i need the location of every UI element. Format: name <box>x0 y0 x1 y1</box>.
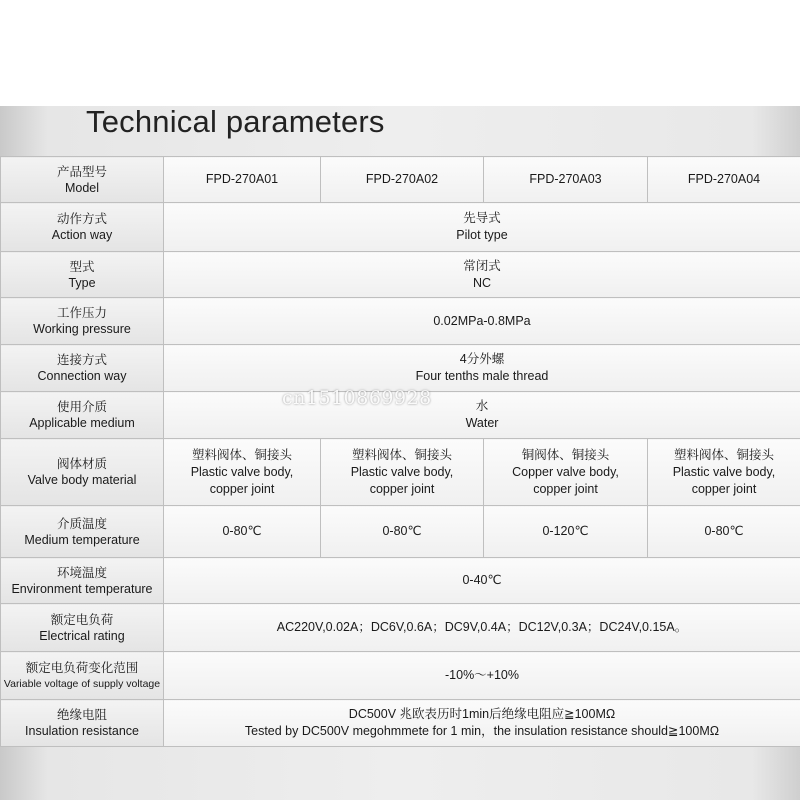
value-cell <box>321 439 484 506</box>
value-cell-merged <box>164 700 800 747</box>
spec-row <box>1 345 800 392</box>
row-label-en: Connection way <box>37 369 127 383</box>
cell-text: Water <box>465 416 499 430</box>
value-cell <box>321 506 484 558</box>
row-label-zh: 连接方式 <box>56 352 107 367</box>
value-cell <box>164 506 321 558</box>
spec-row <box>1 157 800 203</box>
cell-text: 4分外螺 <box>459 352 505 366</box>
value-cell-merged <box>164 252 800 298</box>
spec-row <box>1 604 800 652</box>
spec-row <box>1 203 800 252</box>
row-label-zh: 型式 <box>69 258 95 274</box>
cell-text: Pilot type <box>456 228 508 242</box>
cell-text: Four tenths male thread <box>415 369 549 383</box>
cell-text: 0-80℃ <box>222 524 262 538</box>
row-label-zh: 动作方式 <box>56 211 107 226</box>
row-label <box>1 604 164 652</box>
cell-text: 铜阀体、铜接头 <box>521 447 610 462</box>
value-cell <box>648 506 800 558</box>
cell-text: 0-80℃ <box>704 524 744 538</box>
value-cell <box>484 506 648 558</box>
row-label-en: Type <box>68 275 96 290</box>
cell-text: Tested by DC500V megohmmete for 1 min，the insulation resistance should≧100MΩ <box>244 724 720 738</box>
value-cell-merged <box>164 298 800 345</box>
cell-text: 塑料阀体、铜接头 <box>191 447 292 462</box>
value-cell <box>484 439 648 506</box>
row-label <box>1 506 164 558</box>
row-label-zh: 额定电负荷变化范围 <box>25 659 139 675</box>
row-label-zh: 额定电负荷 <box>50 611 114 627</box>
cell-text: copper joint <box>691 481 757 496</box>
cell-text: copper joint <box>369 481 435 496</box>
value-cell <box>321 157 484 203</box>
row-label-zh: 使用介质 <box>56 399 107 414</box>
row-label <box>1 558 164 604</box>
row-label <box>1 157 164 203</box>
row-label <box>1 298 164 345</box>
cell-text: 塑料阀体、铜接头 <box>351 447 452 462</box>
value-cell-merged <box>164 345 800 392</box>
row-label-zh: 工作压力 <box>56 305 107 320</box>
cell-text: Plastic valve body, <box>672 464 776 479</box>
row-label-en: Applicable medium <box>29 416 135 430</box>
row-label-zh: 环境温度 <box>56 564 107 580</box>
row-label-zh: 产品型号 <box>56 163 107 179</box>
spec-row <box>1 298 800 345</box>
row-label-en: Working pressure <box>33 322 131 336</box>
value-cell <box>648 439 800 506</box>
value-cell <box>164 157 321 203</box>
value-cell-merged <box>164 604 800 652</box>
spec-row <box>1 392 800 439</box>
row-label-en: Valve body material <box>27 473 137 487</box>
cell-text: 0.02MPa-0.8MPa <box>433 313 531 328</box>
spec-row <box>1 252 800 298</box>
row-label-en: Environment temperature <box>11 581 153 596</box>
cell-text: 先导式 <box>463 211 501 225</box>
row-label-zh: 介质温度 <box>56 515 107 531</box>
watermark: cn1510869928 <box>282 387 432 409</box>
row-label <box>1 439 164 506</box>
cell-text: AC220V,0.02A；DC6V,0.6A；DC9V,0.4A；DC12V,0.3A；DC24V,0.15A。 <box>276 620 688 634</box>
cell-text: NC <box>472 275 492 290</box>
value-cell <box>484 157 648 203</box>
spec-row <box>1 652 800 700</box>
spec-row <box>1 700 800 747</box>
cell-text: 0-80℃ <box>382 524 422 538</box>
cell-text: copper joint <box>209 481 275 496</box>
cell-text: Plastic valve body, <box>350 464 454 479</box>
spec-row <box>1 439 800 506</box>
cell-text: 0-40℃ <box>462 573 502 587</box>
row-label-en: Electrical rating <box>39 628 125 643</box>
row-label-en: Action way <box>51 228 113 242</box>
cell-text: Plastic valve body, <box>190 464 294 479</box>
cell-text: 水 <box>475 399 489 413</box>
cell-text: -10%～+10% <box>445 668 519 682</box>
cell-text: copper joint <box>533 481 598 496</box>
row-label-zh: 绝缘电阻 <box>56 707 107 722</box>
value-cell-merged <box>164 652 800 700</box>
cell-text: Copper valve body, <box>512 464 619 479</box>
value-cell <box>648 157 800 203</box>
row-label <box>1 700 164 747</box>
cell-text: 0-120℃ <box>542 524 589 538</box>
cell-text: 塑料阀体、铜接头 <box>673 447 774 462</box>
cell-text: FPD-270A01 <box>205 172 279 186</box>
value-cell <box>164 439 321 506</box>
row-label-en: Model <box>64 180 100 195</box>
row-label-en: Insulation resistance <box>25 724 139 738</box>
row-label-en: Variable voltage of supply voltage <box>3 677 161 690</box>
cell-text: 常闭式 <box>463 258 501 273</box>
row-label-en: Medium temperature <box>24 532 140 547</box>
cell-text: FPD-270A02 <box>365 172 439 186</box>
spec-row <box>1 558 800 604</box>
row-label-zh: 阀体材质 <box>56 456 107 471</box>
spec-table <box>0 156 800 747</box>
row-label <box>1 392 164 439</box>
page-title: Technical parameters <box>86 104 385 139</box>
row-label <box>1 345 164 392</box>
row-label <box>1 252 164 298</box>
cell-text: FPD-270A03 <box>529 172 602 186</box>
value-cell-merged <box>164 203 800 252</box>
cell-text: FPD-270A04 <box>687 172 761 186</box>
cell-text: DC500V 兆欧表历时1min后绝缘电阻应≧100MΩ <box>348 707 616 721</box>
value-cell-merged <box>164 558 800 604</box>
value-cell-merged <box>164 392 800 439</box>
spec-row <box>1 506 800 558</box>
row-label <box>1 203 164 252</box>
row-label <box>1 652 164 700</box>
